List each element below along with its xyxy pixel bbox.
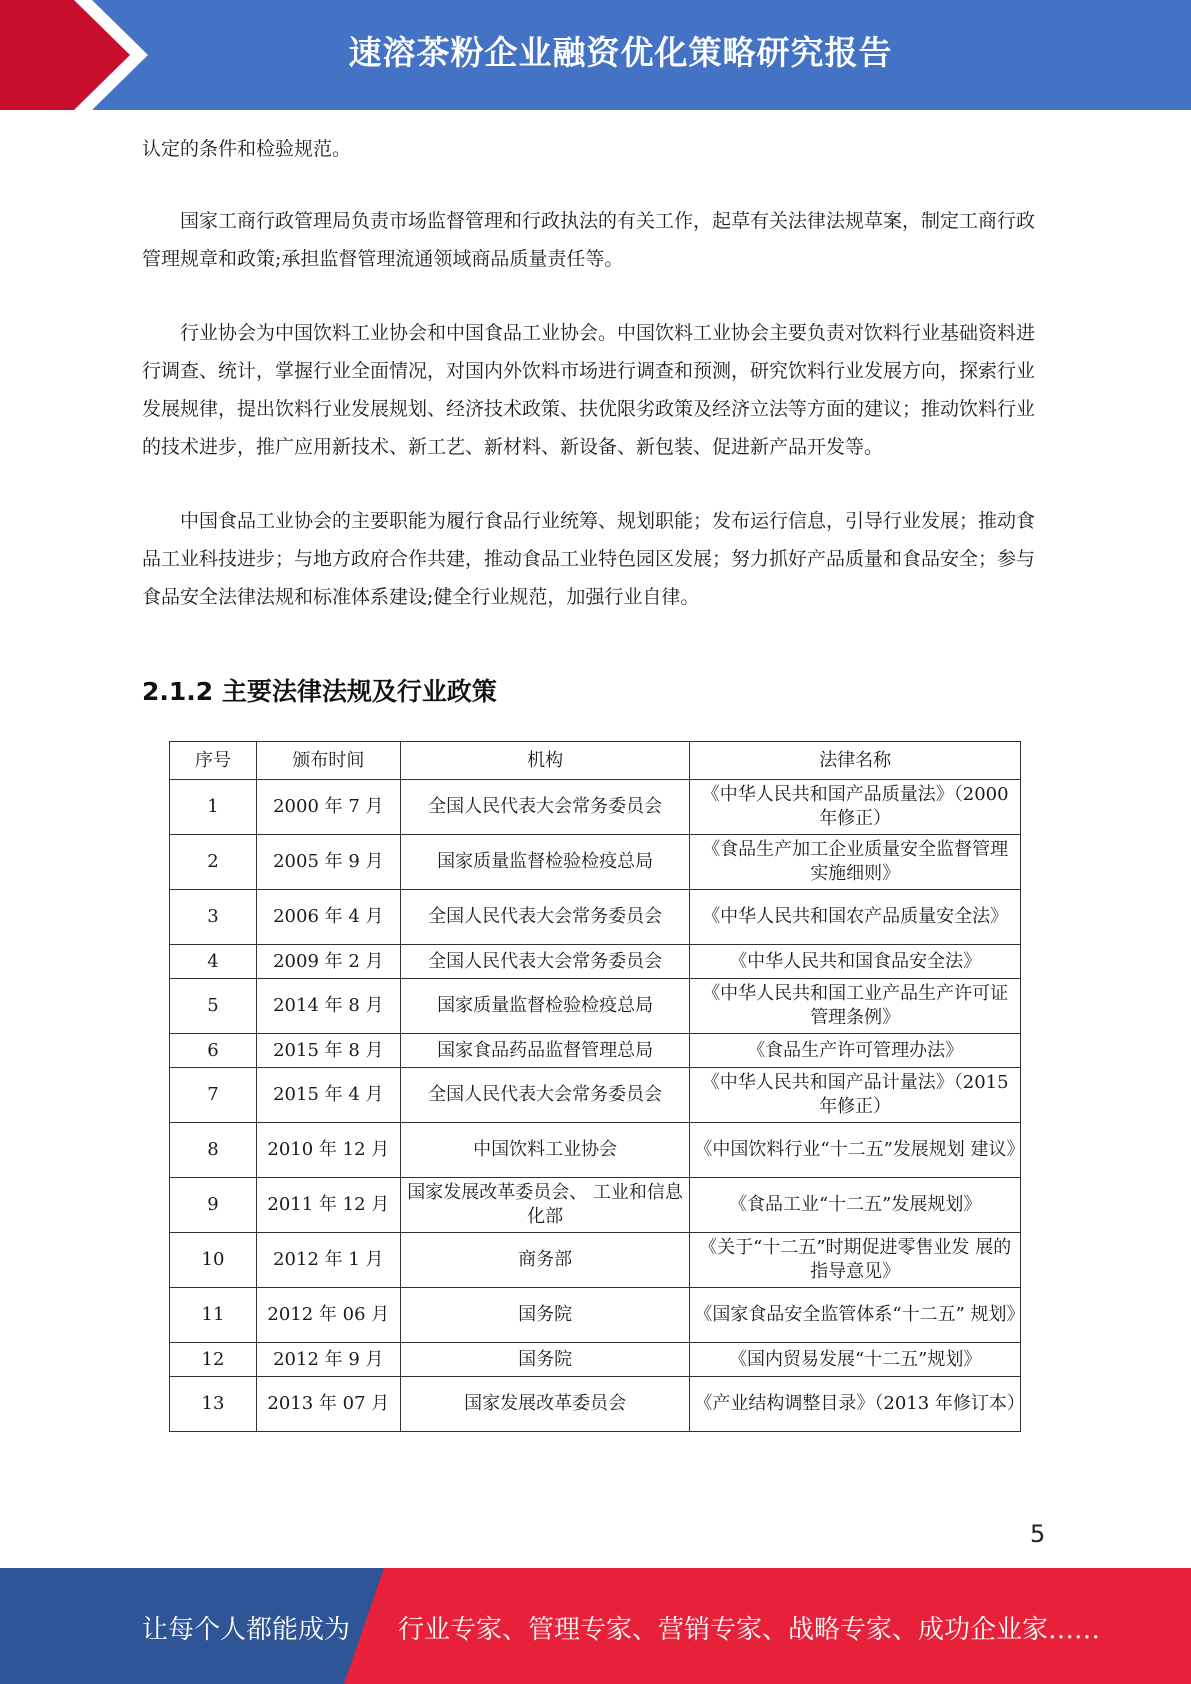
issuing-agency: 国家质量监督检验检疫总局	[400, 979, 690, 1034]
column-header: 法律名称	[690, 742, 1021, 780]
issuing-agency: 国家食品药品监督管理总局	[400, 1034, 690, 1068]
row-number: 8	[170, 1123, 257, 1178]
paragraph: 认定的条件和检验规范。	[142, 138, 352, 160]
issue-date: 2014 年 8 月	[256, 979, 400, 1034]
issue-date: 2006 年 4 月	[256, 890, 400, 945]
issue-date: 2009 年 2 月	[256, 945, 400, 979]
law-name: 《食品工业“十二五”发展规划》	[690, 1178, 1021, 1233]
table-body	[170, 780, 1025, 1432]
issuing-agency: 国家发展改革委员会	[400, 1377, 690, 1432]
law-name: 《中华人民共和国工业产品生产许可证管理条例》	[690, 979, 1021, 1034]
law-name: 《中国饮料行业“十二五”发展规划 建议》	[690, 1123, 1021, 1178]
issuing-agency: 全国人民代表大会常务委员会	[400, 945, 690, 979]
paragraph: 国家工商行政管理局负责市场监督管理和行政执法的有关工作，起草有关法律法规草案，制定工商行政管理规章和政策;承担监督管理流通领域商品质量责任等。	[142, 210, 1036, 270]
law-name: 《食品生产加工企业质量安全监督管理实施细则》	[690, 835, 1021, 890]
table-row	[170, 1123, 1021, 1178]
law-name: 《国内贸易发展“十二五”规划》	[690, 1343, 1021, 1377]
issuing-agency: 全国人民代表大会常务委员会	[400, 1068, 690, 1123]
issue-date: 2015 年 4 月	[256, 1068, 400, 1123]
table-row	[170, 890, 1021, 945]
paragraph: 中国食品工业协会的主要职能为履行食品行业统筹、规划职能；发布运行信息，引导行业发展；推动食品工业科技进步；与地方政府合作共建，推动食品工业特色园区发展；努力抓好产品质量和食品安全；参与食品安全法律法规和标准体系建设;健全行业规范，加强行业自律。	[142, 510, 1036, 608]
law-name: 《中华人民共和国产品质量法》（2000 年修正）	[690, 780, 1021, 835]
issue-date: 2015 年 8 月	[256, 1034, 400, 1068]
row-number: 1	[170, 780, 257, 835]
row-number: 12	[170, 1343, 257, 1377]
footer-slogan-left: 让每个人都能成为	[142, 1615, 351, 1645]
issuing-agency: 国务院	[400, 1288, 690, 1343]
issuing-agency: 商务部	[400, 1233, 690, 1288]
law-name: 《中华人民共和国食品安全法》	[690, 945, 1021, 979]
row-number: 10	[170, 1233, 257, 1288]
issue-date: 2012 年 1 月	[256, 1233, 400, 1288]
table-row	[170, 1068, 1021, 1123]
column-header: 机构	[400, 742, 690, 780]
issuing-agency: 全国人民代表大会常务委员会	[400, 780, 690, 835]
body-text	[142, 130, 1047, 652]
issuing-agency: 全国人民代表大会常务委员会	[400, 890, 690, 945]
row-number: 7	[170, 1068, 257, 1123]
law-name: 《产业结构调整目录》（2013 年修订本）	[690, 1377, 1021, 1432]
issue-date: 2010 年 12 月	[256, 1123, 400, 1178]
page-number: 5	[1030, 1520, 1046, 1548]
row-number: 11	[170, 1288, 257, 1343]
issuing-agency: 中国饮料工业协会	[400, 1123, 690, 1178]
law-name: 《中华人民共和国产品计量法》（2015 年修正）	[690, 1068, 1021, 1123]
law-name: 《中华人民共和国农产品质量安全法》	[690, 890, 1021, 945]
table-header-row	[170, 742, 1021, 780]
column-header: 序号	[170, 742, 257, 780]
row-number: 2	[170, 835, 257, 890]
issuing-agency: 国家发展改革委员会、 工业和信息化部	[400, 1178, 690, 1233]
footer-slogan-right: 行业专家、管理专家、营销专家、战略专家、成功企业家……	[398, 1615, 1101, 1645]
issue-date: 2011 年 12 月	[256, 1178, 400, 1233]
chevron-logo-icon	[0, 0, 160, 110]
row-number: 3	[170, 890, 257, 945]
table-row	[170, 979, 1021, 1034]
table-row	[170, 1288, 1021, 1343]
table-row	[170, 1233, 1021, 1288]
section-heading: 2.1.2 主要法律法规及行业政策	[142, 677, 497, 706]
table-row	[170, 835, 1021, 890]
table-row	[170, 780, 1021, 835]
page-header	[0, 0, 1191, 110]
row-number: 13	[170, 1377, 257, 1432]
page-footer	[0, 1568, 1191, 1684]
law-name: 《国家食品安全监管体系“十二五” 规划》	[690, 1288, 1021, 1343]
row-number: 4	[170, 945, 257, 979]
issue-date: 2012 年 9 月	[256, 1343, 400, 1377]
issuing-agency: 国务院	[400, 1343, 690, 1377]
paragraph: 行业协会为中国饮料工业协会和中国食品工业协会。中国饮料工业协会主要负责对饮料行业基础资料进行调查、统计，掌握行业全面情况，对国内外饮料市场进行调查和预测，研究饮料行业发展方向，探索行业发展规律，提出饮料行业发展规划、经济技术政策、扶优限劣政策及经济立法等方面的建议；推动饮料行业的技术进步，推广应用新技术、新工艺、新材料、新设备、新包装、促进新产品开发等。	[142, 322, 1036, 458]
table-row	[170, 1377, 1021, 1432]
law-table	[169, 741, 1025, 1432]
issue-date: 2013 年 07 月	[256, 1377, 400, 1432]
law-name: 《食品生产许可管理办法》	[690, 1034, 1021, 1068]
table-row	[170, 1034, 1021, 1068]
column-header: 颁布时间	[256, 742, 400, 780]
row-number: 6	[170, 1034, 257, 1068]
report-title: 速溶茶粉企业融资优化策略研究报告	[348, 33, 893, 72]
row-number: 5	[170, 979, 257, 1034]
issuing-agency: 国家质量监督检验检疫总局	[400, 835, 690, 890]
issue-date: 2005 年 9 月	[256, 835, 400, 890]
law-name: 《关于“十二五”时期促进零售业发 展的指导意见》	[690, 1233, 1021, 1288]
issue-date: 2000 年 7 月	[256, 780, 400, 835]
row-number: 9	[170, 1178, 257, 1233]
table-row	[170, 945, 1021, 979]
table-row	[170, 1178, 1021, 1233]
table-row	[170, 1343, 1021, 1377]
issue-date: 2012 年 06 月	[256, 1288, 400, 1343]
